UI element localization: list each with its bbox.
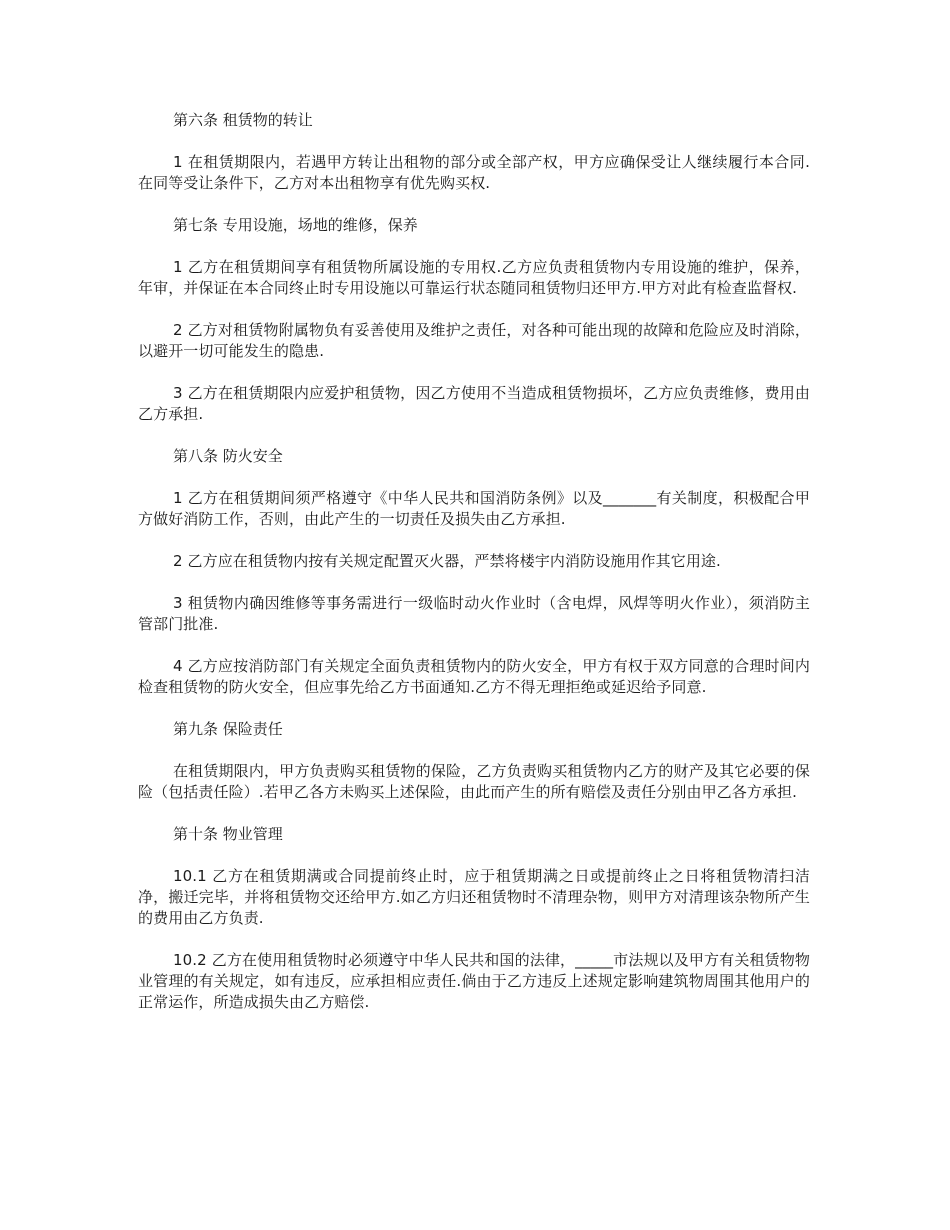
section-10-title: 第十条 物业管理 xyxy=(173,825,283,843)
section-6-title: 第六条 租赁物的转让 xyxy=(173,111,313,129)
section-8-paragraph-4: 4 乙方应按消防部门有关规定全面负责租赁物内的防火安全，甲方有权于双方同意的合理时间内检查租赁物的防火安全，但应事先给乙方书面通知.乙方不得无理拒绝或延迟给予同意. xyxy=(138,657,810,696)
section-10-paragraph-2: 10.2 乙方在使用租赁物时必须遵守中华人民共和国的法律，_____市法规以及甲方有关租赁物物业管理的有关规定，如有违反，应承担相应责任.倘由于乙方违反上述规定影响建筑物周围其他用户的正常运作，所造成损失由乙方赔偿. xyxy=(138,951,810,1011)
section-9-paragraph-1: 在租赁期限内，甲方负责购买租赁物的保险，乙方负责购买租赁物内乙方的财产及其它必要的保险（包括责任险）.若甲乙各方未购买上述保险，由此而产生的所有赔偿及责任分别由甲乙各方承担. xyxy=(138,762,810,801)
section-6-paragraph-1: 1 在租赁期限内，若遇甲方转让出租物的部分或全部产权，甲方应确保受让人继续履行本合同.在同等受让条件下，乙方对本出租物享有优先购买权. xyxy=(138,153,810,192)
section-8-paragraph-1: 1 乙方在租赁期间须严格遵守《中华人民共和国消防条例》以及_______有关制度，积极配合甲方做好消防工作，否则，由此产生的一切责任及损失由乙方承担. xyxy=(138,489,810,528)
section-8-paragraph-2: 2 乙方应在租赁物内按有关规定配置灭火器，严禁将楼宇内消防设施用作其它用途. xyxy=(173,552,721,570)
section-7-paragraph-3: 3 乙方在租赁期限内应爱护租赁物，因乙方使用不当造成租赁物损坏，乙方应负责维修，费用由乙方承担. xyxy=(138,384,810,423)
document-page xyxy=(138,110,810,1034)
section-7-title: 第七条 专用设施，场地的维修，保养 xyxy=(173,216,418,234)
section-7-paragraph-1: 1 乙方在租赁期间享有租赁物所属设施的专用权.乙方应负责租赁物内专用设施的维护，保养，年审，并保证在本合同终止时专用设施以可靠运行状态随同租赁物归还甲方.甲方对此有检查监督权. xyxy=(138,258,810,297)
section-8-title: 第八条 防火安全 xyxy=(173,447,283,465)
section-7-paragraph-2: 2 乙方对租赁物附属物负有妥善使用及维护之责任，对各种可能出现的故障和危险应及时消除，以避开一切可能发生的隐患. xyxy=(138,321,810,360)
section-8-paragraph-3: 3 租赁物内确因维修等事务需进行一级临时动火作业时（含电焊，风焊等明火作业），须消防主管部门批准. xyxy=(138,594,810,633)
section-10-paragraph-1: 10.1 乙方在租赁期满或合同提前终止时，应于租赁期满之日或提前终止之日将租赁物清扫洁净，搬迁完毕，并将租赁物交还给甲方.如乙方归还租赁物时不清理杂物，则甲方对清理该杂物所产生的费用由乙方负责. xyxy=(138,867,810,927)
section-9-title: 第九条 保险责任 xyxy=(173,720,283,738)
